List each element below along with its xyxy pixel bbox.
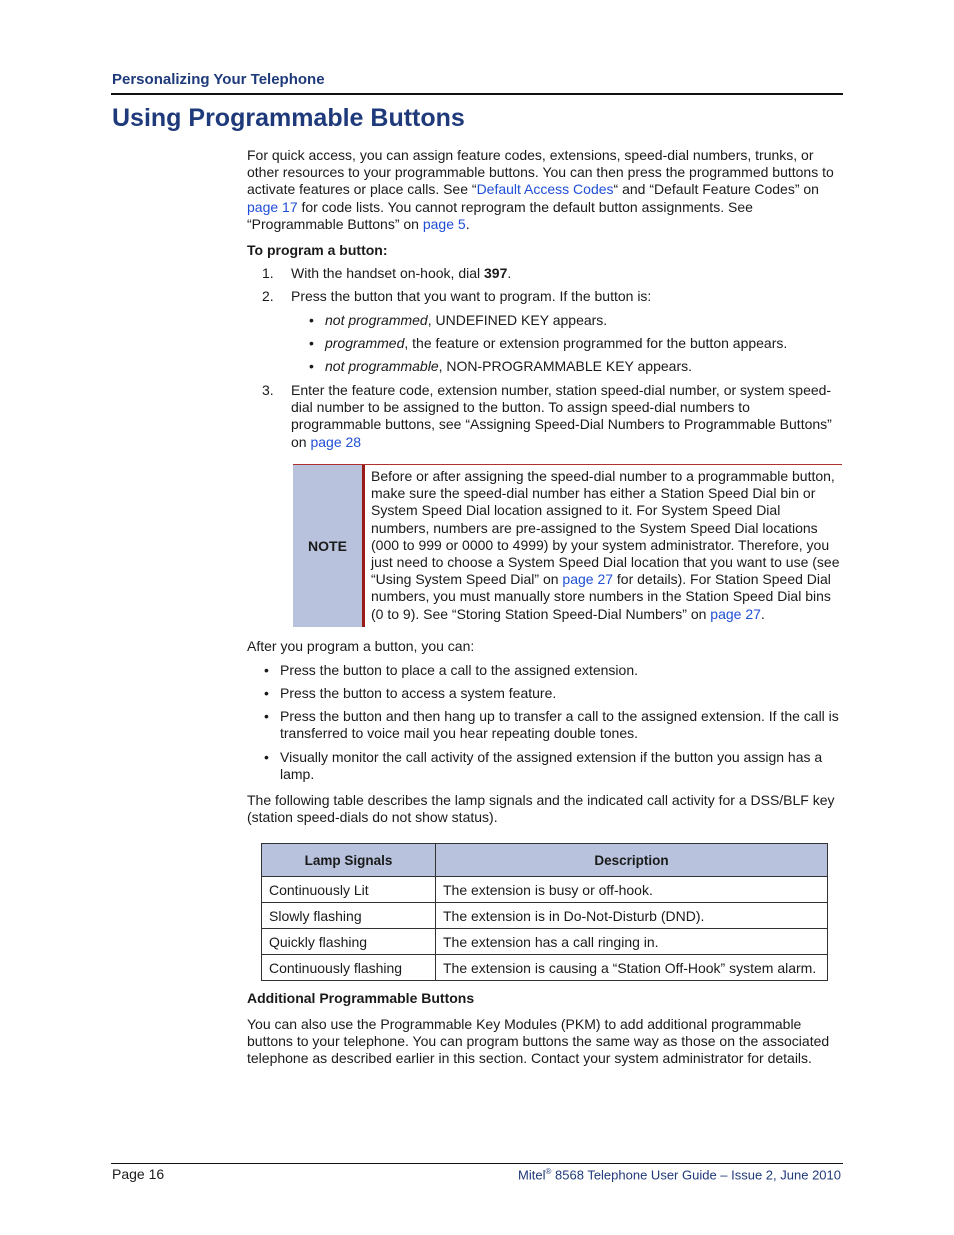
bullet-rest: , UNDEFINED KEY appears. <box>427 312 608 328</box>
lamp-signal-cell: Quickly flashing <box>262 929 436 955</box>
description-cell: The extension is in Do-Not-Disturb (DND). <box>436 903 828 929</box>
bullet-dot: • <box>264 749 269 765</box>
link-page-5[interactable]: page 5 <box>422 215 466 232</box>
link-page-17[interactable]: page 17 <box>247 198 298 215</box>
footer-rule <box>111 1163 843 1164</box>
bullet-rest: , NON-PROGRAMMABLE KEY appears. <box>438 358 692 374</box>
step-1-code: 397 <box>484 265 508 281</box>
bullet-emphasis: not programmed <box>325 312 428 328</box>
table-row <box>262 929 828 955</box>
bullet-emphasis: not programmable <box>325 358 439 374</box>
bullet-dot: • <box>264 708 269 724</box>
description-cell: The extension is causing a “Station Off-Hook” system alarm. <box>436 955 828 981</box>
table-header-row <box>262 844 828 877</box>
footer-guide: 8568 Telephone User Guide – Issue 2, June 2010 <box>551 1167 841 1183</box>
header-rule <box>111 93 843 95</box>
step-2-bullet <box>325 335 840 352</box>
step-2-bullet <box>325 358 840 375</box>
column-header-lamp-signals: Lamp Signals <box>262 844 436 877</box>
intro-text-4: . <box>465 215 470 232</box>
step-3-body: Enter the feature code, extension number, station speed-dial number, or system speed-dial number to be assigned to the button. To assign speed-dial numbers to programmable buttons, see “Assigning Speed-Dial Numbers to Programmable Buttons” on <box>291 382 832 450</box>
step-3-text <box>291 382 841 451</box>
additional-heading: Additional Programmable Buttons <box>247 990 475 1006</box>
bullet-dot: • <box>309 312 314 328</box>
table-row <box>262 955 828 981</box>
footer-brand: Mitel <box>518 1167 546 1183</box>
after-bullet: Press the button and then hang up to transfer a call to the assigned extension. If the call is transferred to voice mail you hear repeating double tones. <box>280 708 839 742</box>
note-label: NOTE <box>293 465 362 627</box>
table-intro: The following table describes the lamp signals and the indicated call activity for a DSS/BLF key (station speed-dials do not show status). <box>247 792 835 826</box>
registered-mark: ® <box>545 1167 552 1176</box>
step-1-body: With the handset on-hook, dial <box>291 265 485 281</box>
intro-paragraph <box>247 147 842 233</box>
after-bullet: Press the button to place a call to the assigned extension. <box>280 662 639 678</box>
lamp-signal-cell: Continuously Lit <box>262 877 436 903</box>
note-text-1: Before or after assigning the speed-dial number to a programmable button, make sure the speed-dial number has either a Station Speed Dial bin or System Speed Dial location assigned to it. For System Speed Dial numbers, numbers are pre-assigned to the System Speed Dial locations (000 to 999 or 0000 to 4999) by your system administrator. Therefore, you just need to choose a System Speed Dial location that you want to use (see “Using System Speed Dial” on <box>371 468 840 588</box>
page-title: Using Programmable Buttons <box>112 104 465 132</box>
link-page-27-a[interactable]: page 27 <box>562 571 614 588</box>
lamp-signals-table <box>261 843 828 981</box>
section-label: Personalizing Your Telephone <box>112 71 325 88</box>
note-text-2: for details). For Station Speed Dial numbers, you must manually store numbers in the Station Speed Dial bins (0 to 9). See “Storing Station Speed-Dial Numbers” on <box>371 571 831 622</box>
after-bullet: Press the button to access a system feature. <box>280 685 557 701</box>
note-divider <box>362 465 365 627</box>
step-1-end: . <box>507 265 512 281</box>
link-page-27-b[interactable]: page 27 <box>710 605 761 622</box>
step-2-number: 2. <box>262 288 274 304</box>
intro-text-1: For quick access, you can assign feature codes, extensions, speed-dial numbers, trunks, or other resources to your programmable buttons. You can then press the programmed buttons to activate features or place calls. See “ <box>247 147 834 198</box>
step-1-number: 1. <box>262 265 274 281</box>
note-text-3: . <box>760 605 765 622</box>
procedure-heading: To program a button: <box>247 242 388 258</box>
note-text <box>371 468 841 623</box>
step-2-text: Press the button that you want to program. If the button is: <box>291 288 652 304</box>
step-3-number: 3. <box>262 382 274 398</box>
link-default-access-codes[interactable]: Default Access Codes <box>476 181 614 198</box>
step-2-bullet <box>325 312 840 329</box>
additional-text: You can also use the Programmable Key Modules (PKM) to add additional programmable buttons to your telephone. You can program buttons the same way as those on the associated telephone as described earlier in this section. Contact your system administrator for details. <box>247 1016 830 1067</box>
lamp-signal-cell: Slowly flashing <box>262 903 436 929</box>
table-row <box>262 903 828 929</box>
description-cell: The extension is busy or off-hook. <box>436 877 828 903</box>
intro-text-3: for code lists. You cannot reprogram the default button assignments. See “Programmable Buttons” on <box>247 198 753 232</box>
description-cell: The extension has a call ringing in. <box>436 929 828 955</box>
after-bullet: Visually monitor the call activity of the assigned extension if the button you assign has a lamp. <box>280 749 823 783</box>
bullet-rest: , the feature or extension programmed for the button appears. <box>404 335 788 351</box>
lamp-signal-cell: Continuously flashing <box>262 955 436 981</box>
bullet-dot: • <box>264 685 269 701</box>
table-row <box>262 877 828 903</box>
after-intro: After you program a button, you can: <box>247 638 475 654</box>
column-header-description: Description <box>436 844 828 877</box>
bullet-dot: • <box>309 358 314 374</box>
step-1-text <box>291 265 841 282</box>
footer-guide-title <box>518 1167 841 1182</box>
bullet-dot: • <box>309 335 314 351</box>
bullet-emphasis: programmed <box>325 335 405 351</box>
bullet-dot: • <box>264 662 269 678</box>
intro-text-2: “ and “Default Feature Codes” on <box>613 181 819 198</box>
note-top-rule <box>293 464 842 465</box>
page-number: Page 16 <box>112 1166 165 1182</box>
link-page-28[interactable]: page 28 <box>310 433 362 450</box>
